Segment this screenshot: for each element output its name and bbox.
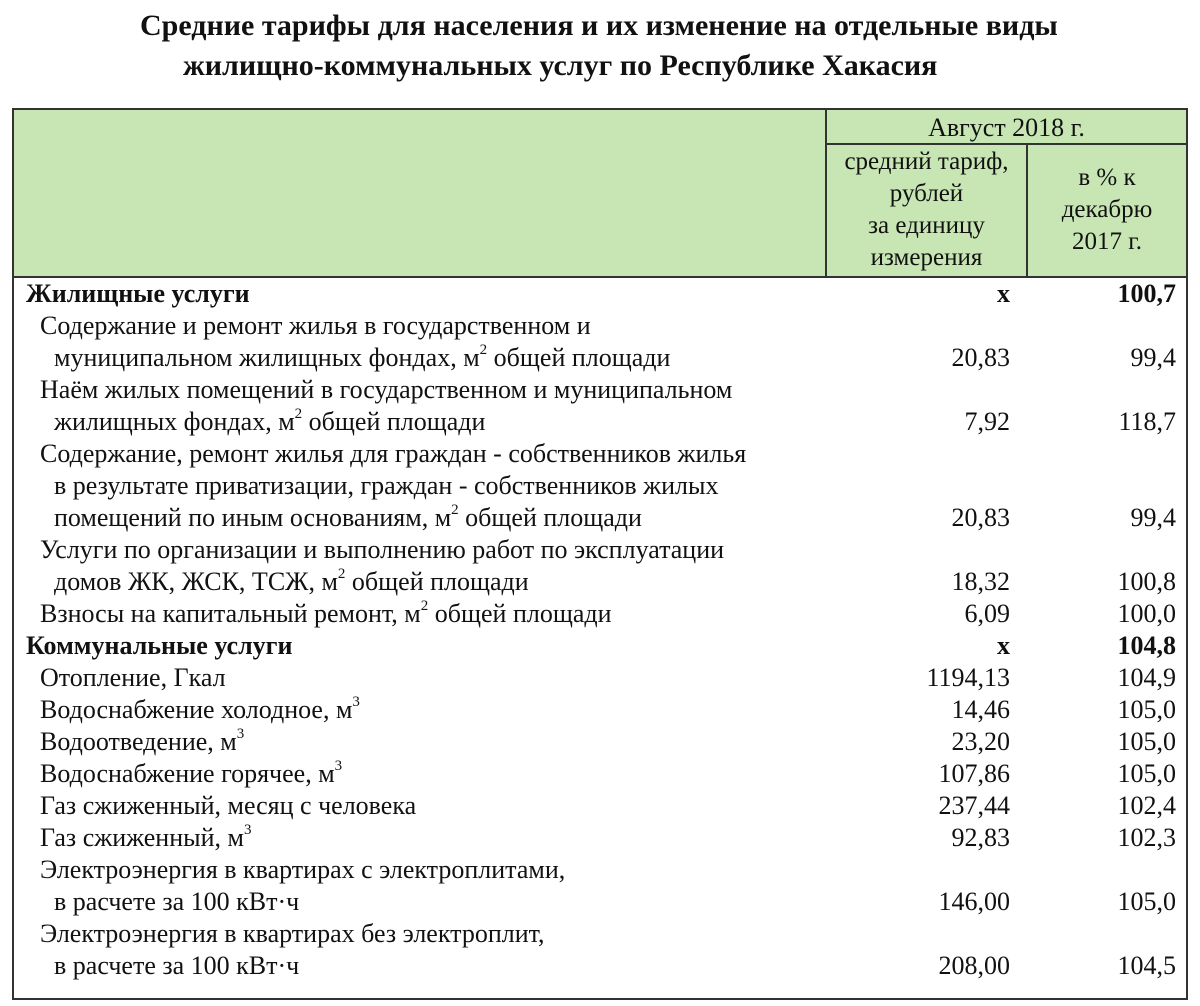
table-row <box>14 758 1186 790</box>
service-name <box>14 758 840 790</box>
service-name-line: Газ сжиженный, месяц с человека <box>40 791 417 820</box>
unit-suffix: общей площади <box>302 407 486 436</box>
service-name-line: Электроэнергия в квартирах без электроплит, <box>40 919 545 948</box>
service-name-text: Водоотведение, м <box>40 727 237 756</box>
service-name <box>14 726 840 758</box>
service-name-line: Жилищные услуги <box>26 279 250 308</box>
percent-value: 118,7 <box>1118 407 1176 436</box>
percent-value: 100,7 <box>1117 279 1176 308</box>
service-name-line <box>40 822 840 854</box>
service-name-text: помещений по иным основаниям, м <box>54 503 452 532</box>
table-row <box>14 438 1186 534</box>
service-name-text: домов ЖК, ЖСК, ТСЖ, м <box>54 567 338 596</box>
percent-value: 105,0 <box>1117 727 1176 756</box>
header-text: за единицу <box>868 212 985 239</box>
table-row <box>14 694 1186 726</box>
service-name-line <box>40 726 840 758</box>
title-line-2: жилищно-коммунальных услуг по Республике Хакасия <box>183 49 938 82</box>
unit-suffix: общей площади <box>487 343 671 372</box>
service-name-line: Содержание, ремонт жилья для граждан - собственников жилья <box>40 439 747 468</box>
unit-suffix: общей площади <box>345 567 529 596</box>
percent-value: 102,3 <box>1117 823 1176 852</box>
service-name-line <box>40 694 840 726</box>
header-text: декабрю <box>1061 196 1153 223</box>
tariff-table <box>12 108 1188 1000</box>
table-row <box>14 822 1186 854</box>
service-name-text: муниципальном жилищных фондах, м <box>54 343 480 372</box>
percent-value: 105,0 <box>1117 695 1176 724</box>
percent-value: 100,0 <box>1117 599 1176 628</box>
table-row <box>14 790 1186 822</box>
unit-exponent: 2 <box>479 342 488 359</box>
percent-value: 102,4 <box>1117 791 1176 820</box>
service-name-line: Отопление, Гкал <box>40 663 226 692</box>
service-name-line <box>40 566 840 598</box>
percent-value: 105,0 <box>1117 759 1176 788</box>
service-name <box>14 662 840 694</box>
table-row <box>14 918 1186 982</box>
header-divider <box>825 143 1186 145</box>
percent-value: 104,5 <box>1117 951 1176 980</box>
service-name <box>14 630 826 662</box>
tariff-value: 107,86 <box>938 759 1010 788</box>
service-name-line <box>40 502 840 534</box>
service-name-text: жилищных фондах, м <box>54 407 295 436</box>
header-text: рублей <box>889 180 964 207</box>
service-name-line: Содержание и ремонт жилья в государственном и <box>40 311 591 340</box>
service-name-line: Электроэнергия в квартирах с электроплитами, <box>40 855 566 884</box>
header-percent-column <box>1028 162 1186 258</box>
service-name-line: в расчете за 100 кВт·ч <box>54 887 300 916</box>
service-name-text: Газ сжиженный, м <box>40 823 244 852</box>
service-name-line <box>40 406 840 438</box>
header-text: 2017 г. <box>1072 228 1142 255</box>
percent-value: 104,8 <box>1117 631 1176 660</box>
service-name-line <box>40 598 840 630</box>
service-name <box>14 822 840 854</box>
tariff-value: 237,44 <box>938 791 1010 820</box>
service-name-line: в результате приватизации, граждан - собственников жилых <box>54 471 719 500</box>
tariff-value: 23,20 <box>951 727 1010 756</box>
service-name-line: Наём жилых помещений в государственном и муниципальном <box>40 375 733 404</box>
unit-suffix: общей площади <box>428 599 612 628</box>
unit-exponent: 3 <box>236 726 245 743</box>
tariff-value: 92,83 <box>951 823 1010 852</box>
unit-exponent: 2 <box>294 406 303 423</box>
table-header <box>14 110 1186 278</box>
header-tariff-column <box>827 146 1026 274</box>
table-row <box>14 662 1186 694</box>
service-name <box>14 374 840 438</box>
percent-value: 104,9 <box>1117 663 1176 692</box>
tariff-value: 1194,13 <box>926 663 1010 692</box>
table-row <box>14 726 1186 758</box>
service-name-line: Услуги по организации и выполнению работ по эксплуатации <box>40 535 725 564</box>
service-name-text: Водоснабжение горячее, м <box>40 759 335 788</box>
service-name-line: в расчете за 100 кВт·ч <box>54 951 300 980</box>
service-name <box>14 854 840 918</box>
tariff-value: х <box>997 631 1010 660</box>
unit-exponent: 2 <box>451 502 459 519</box>
unit-exponent: 3 <box>243 822 252 839</box>
section-row <box>14 630 1186 662</box>
service-name <box>14 790 840 822</box>
tariff-value: 20,83 <box>951 343 1010 372</box>
service-name-text: Водоснабжение холодное, м <box>40 695 353 724</box>
header-text: измерения <box>870 244 983 271</box>
tariff-value: 7,92 <box>964 407 1010 436</box>
percent-value: 105,0 <box>1117 887 1176 916</box>
service-name <box>14 918 840 982</box>
unit-exponent: 2 <box>420 598 429 615</box>
tariff-value: 208,00 <box>938 951 1010 980</box>
section-row <box>14 278 1186 310</box>
service-name-line: Коммунальные услуги <box>26 631 293 660</box>
service-name <box>14 534 840 598</box>
service-name-line <box>40 342 840 374</box>
service-name <box>14 278 826 310</box>
percent-value: 99,4 <box>1130 343 1176 372</box>
service-name <box>14 694 840 726</box>
service-name <box>14 438 840 534</box>
tariff-value: 20,83 <box>951 503 1010 532</box>
table-body <box>14 278 1186 982</box>
tariff-value: 146,00 <box>938 887 1010 916</box>
table-row <box>14 598 1186 630</box>
header-month: Август 2018 г. <box>928 113 1085 142</box>
tariff-value: 18,32 <box>951 567 1010 596</box>
unit-exponent: 3 <box>352 694 360 711</box>
tariff-value: 6,09 <box>964 599 1010 628</box>
header-text: средний тариф, <box>844 148 1009 175</box>
table-row <box>14 374 1186 438</box>
unit-exponent: 3 <box>334 758 343 775</box>
service-name-text: Взносы на капитальный ремонт, м <box>40 599 421 628</box>
table-row <box>14 310 1186 374</box>
percent-value: 99,4 <box>1130 503 1176 532</box>
tariff-value: 14,46 <box>951 695 1010 724</box>
unit-suffix: общей площади <box>458 503 642 532</box>
tariff-value: х <box>997 279 1010 308</box>
table-row <box>14 854 1186 918</box>
percent-value: 100,8 <box>1117 567 1176 596</box>
service-name <box>14 310 840 374</box>
title-line-1: Средние тарифы для населения и их изменение на отдельные виды <box>140 9 1058 42</box>
service-name-line <box>40 758 840 790</box>
service-name <box>14 598 840 630</box>
unit-exponent: 2 <box>337 566 346 583</box>
header-text: в % к <box>1078 164 1136 191</box>
table-row <box>14 534 1186 598</box>
